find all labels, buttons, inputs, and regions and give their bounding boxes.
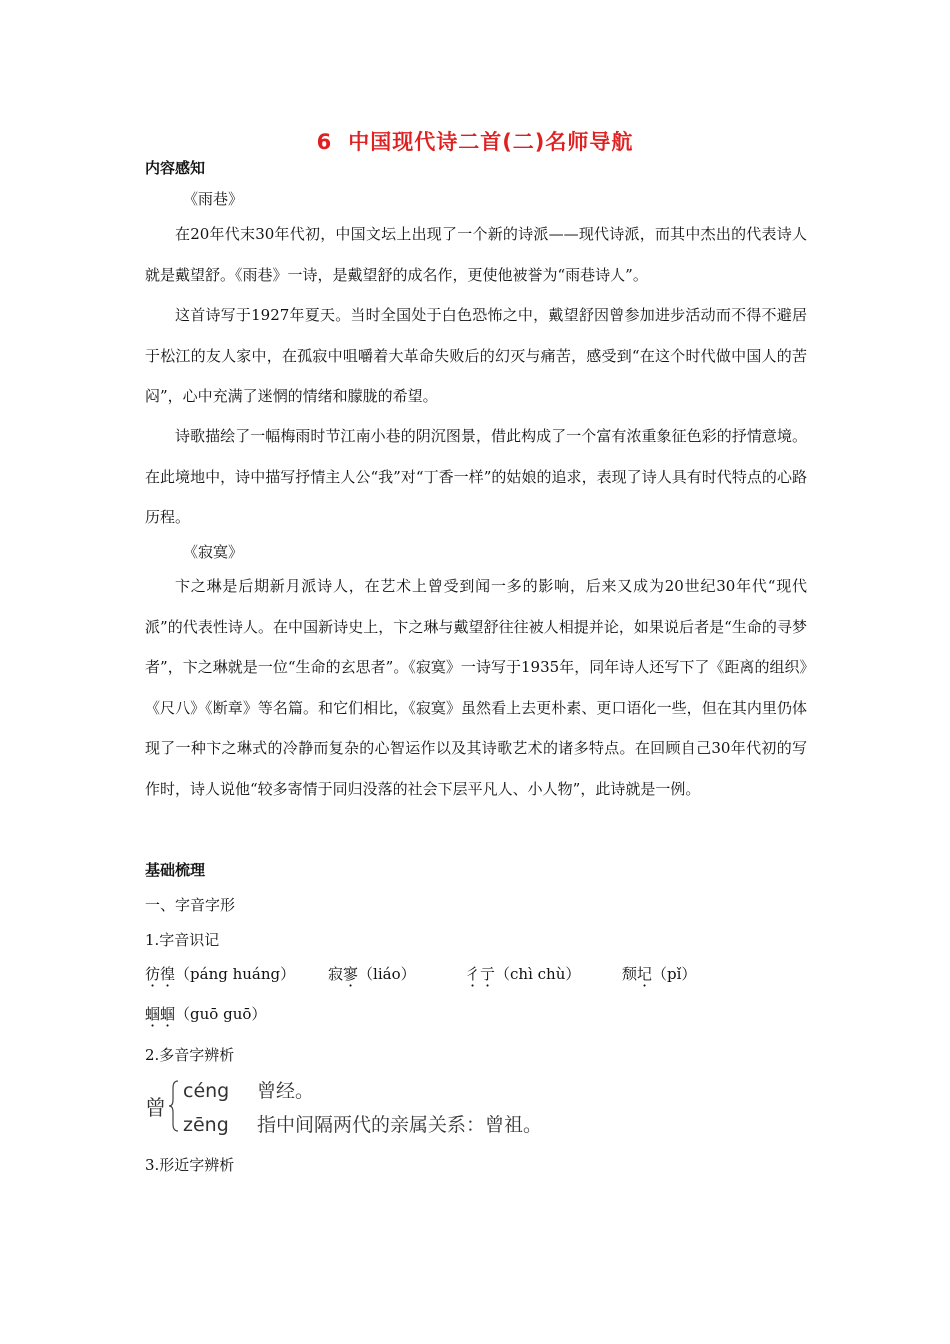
paragraph: 诗歌描绘了一幅梅雨时节江南小巷的阴沉图景，借此构成了一个富有浓重象征色彩的抒情意境。在此境地中，诗中描写抒情主人公“我”对“丁香一样”的姑娘的追求，表现了诗人具有时代特点的心路历程。 <box>145 427 807 527</box>
poem-title-jimo: 《寂寞》 <box>183 543 244 561</box>
pronunciation-item: 蝈蝈（guō guō） <box>145 1005 267 1023</box>
part-heading: 一、字音字形 <box>145 896 236 914</box>
pronunciation-item: 彳亍（chì chù） <box>465 965 581 983</box>
paragraph: 卞之琳是后期新月派诗人，在艺术上曾受到闻一多的影响，后来又成为20世纪30年代“现代派”的代表性诗人。在中国新诗史上，卞之琳与戴望舒往往被人相提并论，如果说后者是“生命的寻梦者”，卞之琳就是一位“生命的玄思者”。《寂寞》一诗写于1935年，同年诗人还写下了《距离的组织》《尺八》《断章》等名篇。和它们相比，《寂寞》虽然看上去更朴素、更口语化一些，但在其内里仍体现了一种卞之琳式的冷静而复杂的心智运作以及其诗歌艺术的诸多特点。在回顾自己30年代初的写作时，诗人说他“较多寄情于同归没落的社会下层平凡人、小人物”，此诗就是一例。 <box>145 577 807 798</box>
lesson-title: 中国现代诗二首(二)名师导航 <box>348 130 634 154</box>
pronunciation-item: 颓圮（pǐ） <box>622 965 697 983</box>
pronunciation-item: 寂寥（liáo） <box>328 965 416 983</box>
polyphone-reading: zēng 指中间隔两代的亲属关系：曾祖。 <box>183 1114 543 1136</box>
item-heading: 1.字音识记 <box>145 931 220 949</box>
brace-icon <box>169 1080 179 1132</box>
polyphone-figure <box>145 1074 605 1136</box>
item-heading: 2.多音字辨析 <box>145 1046 235 1064</box>
section-heading-basic: 基础梳理 <box>145 861 206 879</box>
polyphone-char: 曾 <box>145 1096 166 1120</box>
poem-title-yuxiang: 《雨巷》 <box>183 190 244 208</box>
section-heading-content: 内容感知 <box>145 159 206 177</box>
lesson-number: 6 <box>316 130 333 154</box>
paragraph: 在20年代末30年代初，中国文坛上出现了一个新的诗派——现代诗派，而其中杰出的代表诗人就是戴望舒。《雨巷》一诗，是戴望舒的成名作，更使他被誉为“雨巷诗人”。 <box>145 225 807 284</box>
polyphone-reading: céng 曾经。 <box>183 1080 315 1102</box>
pronunciation-item: 彷徨（páng huáng） <box>145 965 296 983</box>
item-heading: 3.形近字辨析 <box>145 1156 235 1174</box>
page-title <box>0 126 950 156</box>
paragraph: 这首诗写于1927年夏天。当时全国处于白色恐怖之中，戴望舒因曾参加进步活动而不得不避居于松江的友人家中，在孤寂中咀嚼着大革命失败后的幻灭与痛苦，感受到“在这个时代做中国人的苦闷”，心中充满了迷惘的情绪和朦胧的希望。 <box>145 306 807 406</box>
